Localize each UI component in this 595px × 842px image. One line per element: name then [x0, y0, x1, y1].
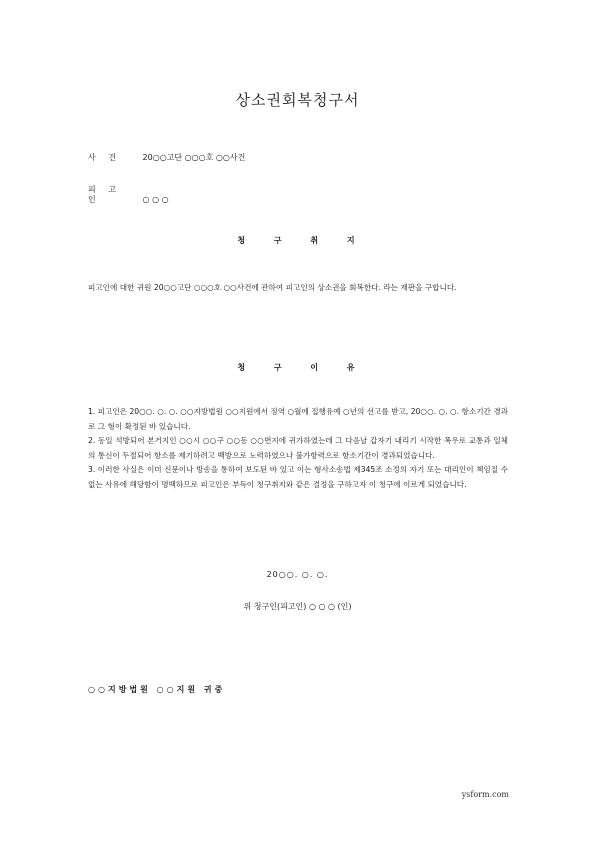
case-value: 20○○고단 ○○○호 ○○사건	[142, 153, 246, 162]
footer-watermark: ysform.com	[461, 790, 509, 799]
defendant-value: ○ ○ ○	[142, 195, 169, 204]
case-row	[88, 153, 245, 163]
signer-line: 위 청구인(피고인) ○ ○ ○ (인)	[243, 602, 352, 611]
document-date: 20○○. ○. ○.	[266, 570, 329, 579]
claim-heading: 청 구 취 지	[237, 236, 358, 245]
claim-text: 피고인에 대한 귀원 20○○고단 ○○○호 ○○사건에 관하여 피고인의 상소권을 회복한다. 라는 재판을 구합니다.	[88, 283, 457, 292]
defendant-row	[88, 185, 169, 205]
defendant-label: 피 고 인	[88, 185, 121, 204]
reason-item-1: 1. 피고인은 20○○. ○. ○. ○○지방법원 ○○지원에서 징역 ○월에 집행유예 ○년의 선고를 받고, 20○○. ○. ○. 항소기간 경과로 그 형이 확정된 바 있습니다.	[88, 407, 508, 431]
document-title: 상소권회복청구서	[235, 91, 360, 109]
reason-heading: 청 구 이 유	[237, 363, 358, 372]
case-label: 사 건	[88, 153, 121, 162]
addressee: ○○지방법원 ○○지원 귀중	[88, 685, 226, 694]
reason-item-3: 3. 이러한 사실은 이미 신문이나 방송을 통하여 보도된 바 있고 이는 형사소송법 제345조 소정의 자기 또는 대리인이 책임질 수 없는 사유에 해당함이 명백하므로 피고인은 부득이 청구취지와 같은 결정을 구하고자 이 청구에 이르게 되었습니다.	[88, 465, 508, 489]
reason-list	[88, 405, 508, 493]
reason-item-2: 2. 동일 석방되어 본거지인 ○○시 ○○구 ○○동 ○○번지에 귀가하였는데 그 다음날 갑자기 내리기 시작한 폭우로 교통과 일체의 통신이 두절되어 항소를 제기하려고 백방으로 노력하였으나 불가항력으로 항소기간이 경과되었습니다.	[88, 436, 508, 460]
